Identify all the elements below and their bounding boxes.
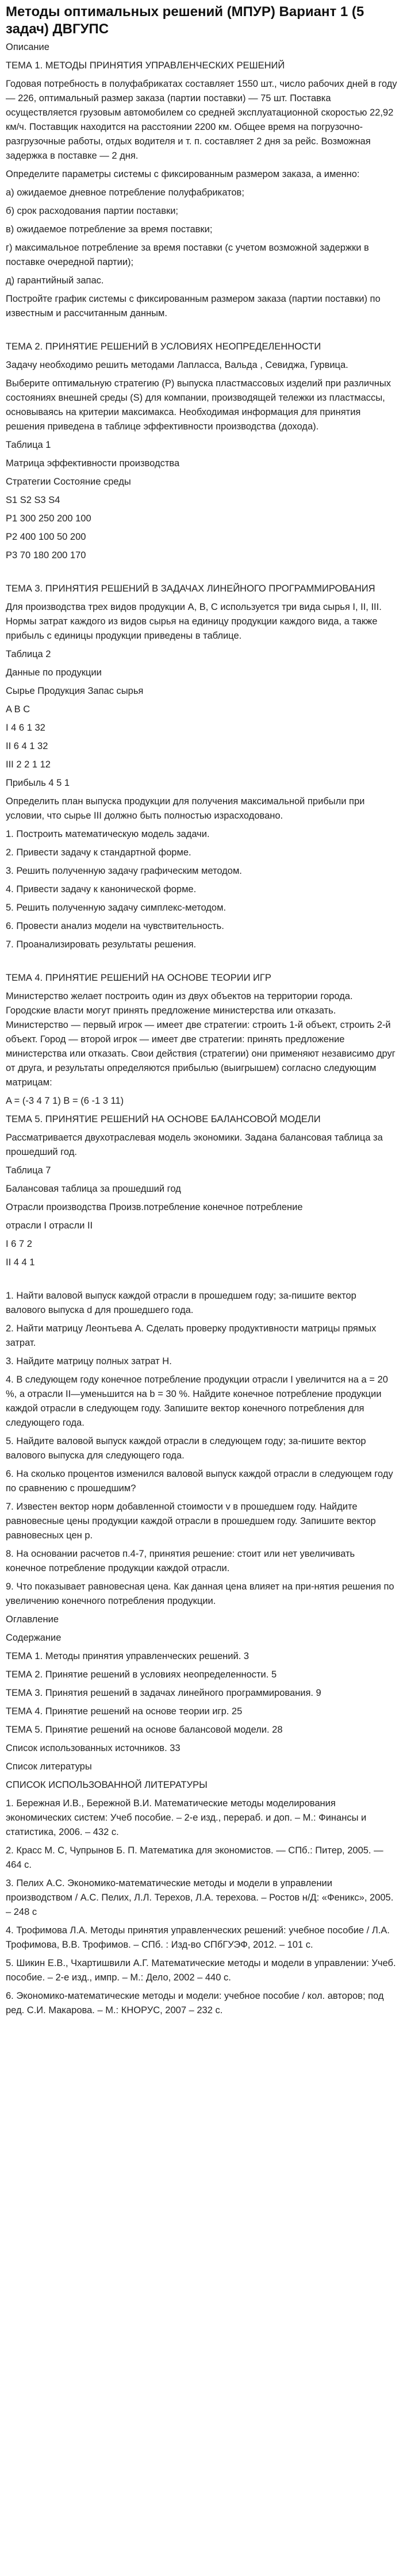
paragraph: ТЕМА 4. Принятие решений на основе теории игр. 25 (6, 1706, 243, 1717)
paragraph: СПИСОК ИСПОЛЬЗОВАННОЙ ЛИТЕРАТУРЫ (6, 1780, 208, 1790)
paragraph: Министерство желает построить один из двух объектов на территории города. Городские власти могут принять предложение министерства или отказать. Министерство — первый игрок — имеет две стратегии: строить 1-й объект, строить 2-й объект. Город — второй игрок — имеет две стратегии: принять предложение министерства или отказать. Свои действия (стратегии) они применяют независимо друг от друга, и результаты определяются прибылью (выигрышем) согласно следующим матрицам: (6, 991, 396, 1088)
paragraph: Данные по продукции (6, 667, 102, 678)
paragraph: ТЕМА 3. Принятия решений в задачах линейного программирования. 9 (6, 1688, 321, 1698)
paragraph: Отрасли производства Произв.потребление конечное потребление (6, 1202, 303, 1212)
paragraph: 2. Найти матрицу Леонтьева A. Сделать проверку продуктивности матрицы прямых затрат. (6, 1323, 377, 1348)
paragraph: III 2 2 1 12 (6, 759, 51, 770)
paragraph: 1. Найти валовой выпуск каждой отрасли в прошедшем году; за-пишите вектор валового выпуска d для прошедшего года. (6, 1291, 356, 1315)
paragraph: ТЕМА 1. МЕТОДЫ ПРИНЯТИЯ УПРАВЛЕНЧЕСКИХ РЕШЕНИЙ (6, 60, 285, 71)
paragraph: 2. Красс М. С, Чупрынов Б. П. Математика для экономистов. — СПб.: Питер, 2005. — 464 с. (6, 1845, 383, 1870)
paragraph: Список литературы (6, 1761, 92, 1772)
paragraph: д) гарантийный запас. (6, 275, 104, 286)
paragraph: б) срок расходования партии поставки; (6, 206, 179, 216)
paragraph: A B C (6, 704, 30, 715)
paragraph: 2. Привести задачу к стандартной форме. (6, 847, 191, 858)
paragraph: Описание (6, 42, 49, 52)
paragraph: Выберите оптимальную стратегию (P) выпуска пластмассовых изделий при различных состояниях внешней среды (S) для компании, производящей тележки из пластмассы, основываясь на критерии максимакса. Необходимая информация для принятия решения приведена в таблице эффективности производства (дохода). (6, 378, 391, 432)
paragraph: 5. Найдите валовой выпуск каждой отрасли в следующем году; за-пишите вектор валового выпуска для следующего года. (6, 1436, 366, 1461)
paragraph: ТЕМА 5. ПРИНЯТИЕ РЕШЕНИЙ НА ОСНОВЕ БАЛАНСОВОЙ МОДЕЛИ (6, 1114, 321, 1124)
section-spacer (6, 325, 397, 340)
paragraph: 8. На основании расчетов п.4-7, принятия решение: стоит или нет увеличивать конечное потребление продукции каждой отрасли. (6, 1549, 355, 1573)
paragraph: 5. Решить полученную задачу симплекс-методом. (6, 903, 227, 913)
paragraph: 1. Построить математическую модель задачи. (6, 829, 210, 839)
paragraph: ТЕМА 5. Принятие решений на основе балансовой модели. 28 (6, 1725, 283, 1735)
paragraph: Для производства трех видов продукции A, B, C используется три вида сырья I, II, III. Нормы затрат каждого из видов сырья на единицу продукции каждого вида, а также прибыль с единицы продукции приведены в таблице. (6, 602, 382, 641)
paragraph: ТЕМА 4. ПРИНЯТИЕ РЕШЕНИЙ НА ОСНОВЕ ТЕОРИИ ИГР (6, 973, 271, 983)
section-spacer (6, 956, 397, 971)
paragraph: 3. Пелих А.С. Экономико-математические методы и модели в управлении производством / А.С. Пелих, Л.Л. Терехов, Л.А. терехова. – Ростов н/Д: «Феникс», 2005. – 248 с (6, 1878, 394, 1917)
paragraph: Годовая потребность в полуфабрикатах составляет 1550 шт., число рабочих дней в году — 226, оптимальный размер заказа (партии поставки) — 75 шт. Поставка осуществляется грузовым автомобилем со средней эксплуатационной скоростью 22,92 км/ч. Поставщик находится на расстоянии 2200 км. Общее время на погрузочно-разгрузочные работы, отдых водителя и т. п. составляет 2 дня за рейс. Возможная задержка в поставке — 2 дня. (6, 79, 397, 161)
paragraph: 4. Привести задачу к канонической форме. (6, 884, 197, 895)
paragraph: Матрица эффективности производства (6, 458, 180, 469)
paragraph: Таблица 7 (6, 1165, 51, 1176)
paragraph: Рассматривается двухотраслевая модель экономики. Задана балансовая таблица за прошедший год. (6, 1132, 383, 1157)
document-body (6, 40, 397, 2018)
paragraph: Балансовая таблица за прошедший год (6, 1184, 181, 1194)
paragraph: I 4 6 1 32 (6, 723, 45, 733)
paragraph: Прибыль 4 5 1 (6, 778, 70, 788)
paragraph: 4. В следующем году конечное потребление продукции отрасли I увеличится на a = 20 %, а отрасли II—уменьшится на b = 30 %. Найдите конечное потребление продукции каждой отрасли в следующем году. Запишите вектор конечного потребления для следующего года. (6, 1375, 388, 1428)
paragraph: 6. Экономико-математические методы и модели: учебное пособие / кол. авторов; под ред. С.И. Макарова. – М.: КНОРУС, 2007 – 232 с. (6, 1991, 384, 2016)
paragraph: 9. Что показывает равновесная цена. Как данная цена влияет на при-нятия решения по увеличению конечного потребления продукции. (6, 1581, 394, 1606)
paragraph: 6. Провести анализ модели на чувствительность. (6, 921, 224, 931)
paragraph: Сырье Продукция Запас сырья (6, 686, 144, 696)
section-spacer (6, 1274, 397, 1289)
paragraph: II 4 4 1 (6, 1257, 35, 1268)
paragraph: I 6 7 2 (6, 1239, 32, 1249)
paragraph: 7. Проанализировать результаты решения. (6, 939, 197, 950)
page-title: Методы оптимальных решений (МПУР) Вариант 1 (5 задач) ДВГУПС (6, 4, 364, 37)
paragraph: Определить план выпуска продукции для получения максимальной прибыли при условии, что сырье III должно быть полностью израсходовано. (6, 796, 365, 821)
paragraph: ТЕМА 2. ПРИНЯТИЕ РЕШЕНИЙ В УСЛОВИЯХ НЕОПРЕДЕЛЕННОСТИ (6, 341, 321, 352)
paragraph: г) максимальное потребление за время поставки (с учетом возможной задержки в поставке очередной партии); (6, 243, 369, 267)
paragraph: Таблица 1 (6, 440, 51, 450)
paragraph: Список использованных источников. 33 (6, 1743, 181, 1753)
paragraph: ТЕМА 3. ПРИНЯТИЯ РЕШЕНИЙ В ЗАДАЧАХ ЛИНЕЙНОГО ПРОГРАММИРОВАНИЯ (6, 583, 375, 594)
paragraph: 3. Решить полученную задачу графическим методом. (6, 866, 242, 876)
paragraph: Постройте график системы с фиксированным размером заказа (партии поставки) по известным и рассчитанным данным. (6, 294, 381, 318)
paragraph: P1 300 250 200 100 (6, 513, 91, 524)
paragraph: Определите параметры системы с фиксированным размером заказа, а именно: (6, 169, 360, 179)
paragraph: 4. Трофимова Л.А. Методы принятия управленческих решений: учебное пособие / Л.А. Трофимова, В.В. Трофимов. – СПб. : Изд-во СПбГУЭФ, 2012. – 101 с. (6, 1925, 390, 1950)
paragraph: 3. Найдите матрицу полных затрат H. (6, 1356, 172, 1366)
paragraph: 6. На сколько процентов изменился валовой выпуск каждой отрасли в следующем году по сравнению с прошедшим? (6, 1469, 393, 1494)
paragraph: Стратегии Состояние среды (6, 477, 131, 487)
paragraph: II 6 4 1 32 (6, 741, 48, 751)
paragraph: отрасли I отрасли II (6, 1220, 93, 1231)
paragraph: P2 400 100 50 200 (6, 532, 86, 542)
paragraph: в) ожидаемое потребление за время поставки; (6, 224, 213, 235)
paragraph: 1. Бережная И.В., Бережной В.И. Математические методы моделирования экономических систем: Учеб пособие. – 2-е изд., перераб. и доп. – М.: Финансы и статистика, 2006. – 432 с. (6, 1798, 367, 1837)
paragraph: Таблица 2 (6, 649, 51, 659)
paragraph: P3 70 180 200 170 (6, 550, 86, 560)
paragraph: ТЕМА 1. Методы принятия управленческих решений. 3 (6, 1651, 250, 1661)
paragraph: а) ожидаемое дневное потребление полуфабрикатов; (6, 187, 244, 198)
paragraph: A = (-3 4 7 1) B = (6 -1 3 11) (6, 1096, 124, 1106)
paragraph: 5. Шикин Е.В., Чхартишвили А.Г. Математические методы и модели в управлении: Учеб. пособие. – 2-е изд., импр. – М.: Дело, 2002 – 440 с. (6, 1958, 396, 1983)
paragraph: 7. Известен вектор норм добавленной стоимости v в прошедшем году. Найдите равновесные цены продукции каждой отрасли в прошедшем году. Запишите вектор равновесных цен p. (6, 1502, 376, 1541)
paragraph: Содержание (6, 1633, 62, 1643)
paragraph: Оглавление (6, 1614, 59, 1625)
paragraph: ТЕМА 2. Принятие решений в условиях неопределенности. 5 (6, 1669, 277, 1680)
paragraph: S1 S2 S3 S4 (6, 495, 60, 505)
paragraph: Задачу необходимо решить методами Лапласса, Вальда , Севиджа, Гурвица. (6, 360, 348, 370)
section-spacer (6, 567, 397, 582)
